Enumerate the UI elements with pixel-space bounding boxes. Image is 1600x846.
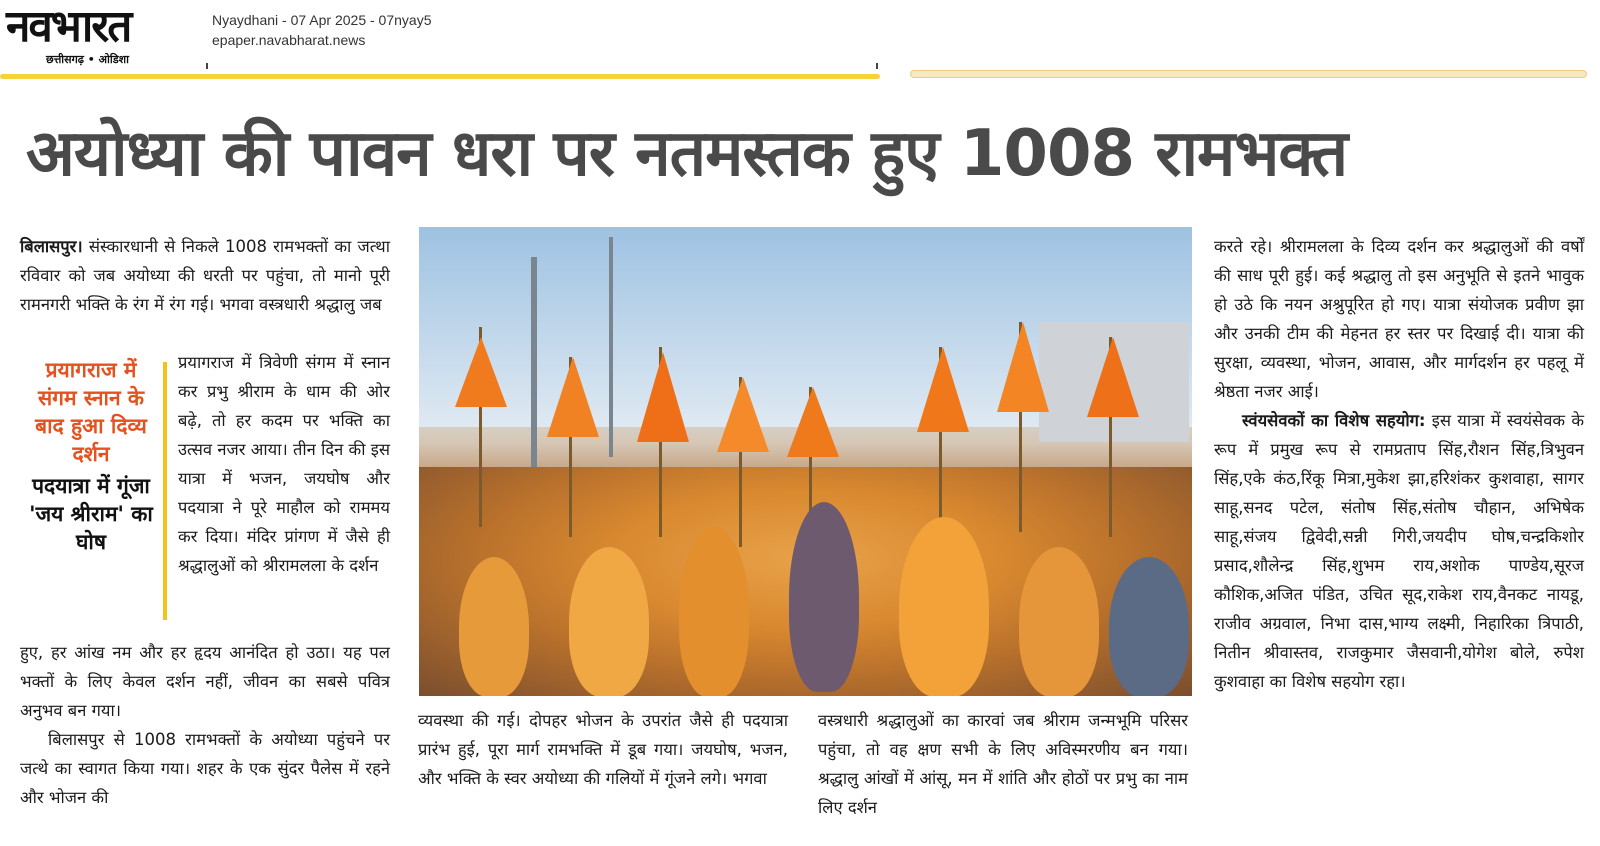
paragraph-text: इस यात्रा में स्वयंसेवक के रूप में प्रमुख रूप से रामप्रताप सिंह,रौशन सिंह,त्रिभुवन सिंह,एके कंठ,रिंकू मित्रा,मुकेश झा,हरिशंकर कुशवाहा, सागर साहू,सनद पटेल, संतोष सिंह,संतोष चौहान, अभिषेक साहू,संजय द्विवेदी,सन्नी गिरी,जयदीप घोष,चन्द्रकिशोर प्रसाद,शौलेन्द्र सिंह,शुभम राय,अशोक पाण्डेय,सूरज कौशिक,अजित पंडित, उचित सूद,राकेश राय,वैनकट नायडू, राजीव अग्रवाल, निभा दास,भाग्य लक्ष्मी, निहारिका त्रिपाठी, नितीन श्रीवास्तव, राजकुमार जैसवानी,योगेश बोले, रुपेश कुशवाहा का विशेष सहयोग रहा। <box>1214 411 1584 691</box>
paragraph-text: करते रहे। श्रीरामलला के दिव्य दर्शन कर श्रद्धालुओं की वर्षों की साध पूरी हुई। कई श्रद्धालु तो इस अनुभूति से इतने भावुक हो उठे कि नयन अश्रुपूरित हो गए। यात्रा संयोजक प्रवीण झा और उनकी टीम की मेहनत हर स्तर पर दिखाई दी। यात्रा की सुरक्षा, व्यवस्था, भोजन, आवास, और मार्गदर्शन हर पहलू में श्रेष्ठता नजर आई। <box>1214 237 1584 401</box>
edition-url[interactable]: epaper.navabharat.news <box>212 32 366 48</box>
pull-quote <box>26 356 156 556</box>
edition-info <box>212 10 431 50</box>
article-column-1-wrap <box>178 348 390 580</box>
paragraph-text: वस्त्रधारी श्रद्धालुओं का कारवां जब श्रीराम जन्मभूमि परिसर पहुंचा, तो वह क्षण सभी के लिए अविस्मरणीय बन गया। श्रद्धालु आंखों में आंसू, मन में शांति और होठों पर प्रभु का नाम लिए दर्शन <box>818 711 1188 817</box>
rule-marker <box>876 63 878 69</box>
header-rule-right <box>910 70 1587 78</box>
saffron-flag <box>455 337 507 407</box>
paragraph-text: बिलासपुर से 1008 रामभक्तों के अयोध्या पहुंचने पर जत्थे का स्वागत किया गया। शहर के एक सुंदर पैलेस में रहने और भोजन की <box>20 730 390 807</box>
saffron-flag <box>787 387 839 457</box>
article-column-3 <box>818 706 1188 822</box>
pull-quote-bar <box>163 362 167 620</box>
reporter <box>899 517 989 696</box>
logo-wordmark: नवभारत <box>6 1 131 52</box>
pull-quote-highlight: प्रयागराज में संगम स्नान के बाद हुआ दिव्य दर्शन <box>35 358 147 466</box>
logo-subtitle: छत्तीसगढ़ • ओडिशा <box>46 53 129 66</box>
saffron-flag <box>717 377 769 452</box>
saffron-flag <box>547 357 599 437</box>
ram-costume-figure <box>789 502 859 692</box>
devotee <box>679 527 749 696</box>
devotee <box>459 557 529 696</box>
subheading: स्वंयसेवकों का विशेष सहयोग: <box>1242 411 1426 430</box>
paragraph-text: संस्कारधानी से निकले 1008 रामभक्तों का जत्था रविवार को जब अयोध्या की धरती पर पहुंचा, तो मानो पूरी रामनगरी भक्ति के रंग में रंग गई। भगवा वस्त्रधारी श्रद्धालु जब <box>20 237 390 314</box>
edition-date: Nyaydhani - 07 Apr 2025 - 07nyay5 <box>212 12 432 28</box>
cameraman <box>1109 557 1189 696</box>
saffron-flag <box>917 347 969 432</box>
newspaper-logo[interactable] <box>6 2 196 72</box>
paragraph-text: हुए, हर आंख नम और हर हृदय आनंदित हो उठा। यह पल भक्तों के लिए केवल दर्शन नहीं, जीवन का सबसे पवित्र अनुभव बन गया। <box>20 643 390 720</box>
saffron-flag <box>637 352 689 442</box>
saffron-flag <box>997 322 1049 412</box>
masthead <box>0 0 1600 80</box>
procession-photo[interactable] <box>419 227 1192 696</box>
paragraph-text: प्रयागराज में त्रिवेणी संगम में स्नान कर प्रभु श्रीराम के धाम की ओर बढ़े, तो हर कदम पर भक्ति का उत्सव नजर आया। तीन दिन की इस यात्रा में भजन, जयघोष और पदयात्रा ने पूरे माहौल को राममय कर दिया। मंदिर प्रांगण में जैसे ही श्रद्धालुओं को श्रीरामलला के दर्शन <box>178 353 390 575</box>
dateline: बिलासपुर। <box>20 237 83 256</box>
pull-quote-text: पदयात्रा में गूंजा 'जय श्रीराम' का घोष <box>29 474 153 554</box>
paragraph-text: व्यवस्था की गई। दोपहर भोजन के उपरांत जैसे ही पदयात्रा प्रारंभ हुई, पूरा मार्ग रामभक्ति में डूब गया। जयघोष, भजन, और भक्ति के स्वर अयोध्या की गलियों में गूंजने लगे। भगवा <box>418 711 788 788</box>
article-headline: अयोध्या की पावन धरा पर नतमस्तक हुए 1008 रामभक्त <box>26 117 1348 191</box>
article-column-1-bottom <box>20 638 390 812</box>
article-column-2 <box>418 706 788 793</box>
devotee <box>569 547 649 696</box>
street-lamp <box>531 257 537 477</box>
header-rule-left <box>0 74 880 79</box>
devotee <box>1019 547 1099 696</box>
rule-marker <box>206 63 208 69</box>
saffron-flag <box>1087 337 1139 417</box>
article-column-1 <box>20 232 390 319</box>
article-column-4 <box>1214 232 1584 696</box>
street-lamp <box>609 237 613 457</box>
